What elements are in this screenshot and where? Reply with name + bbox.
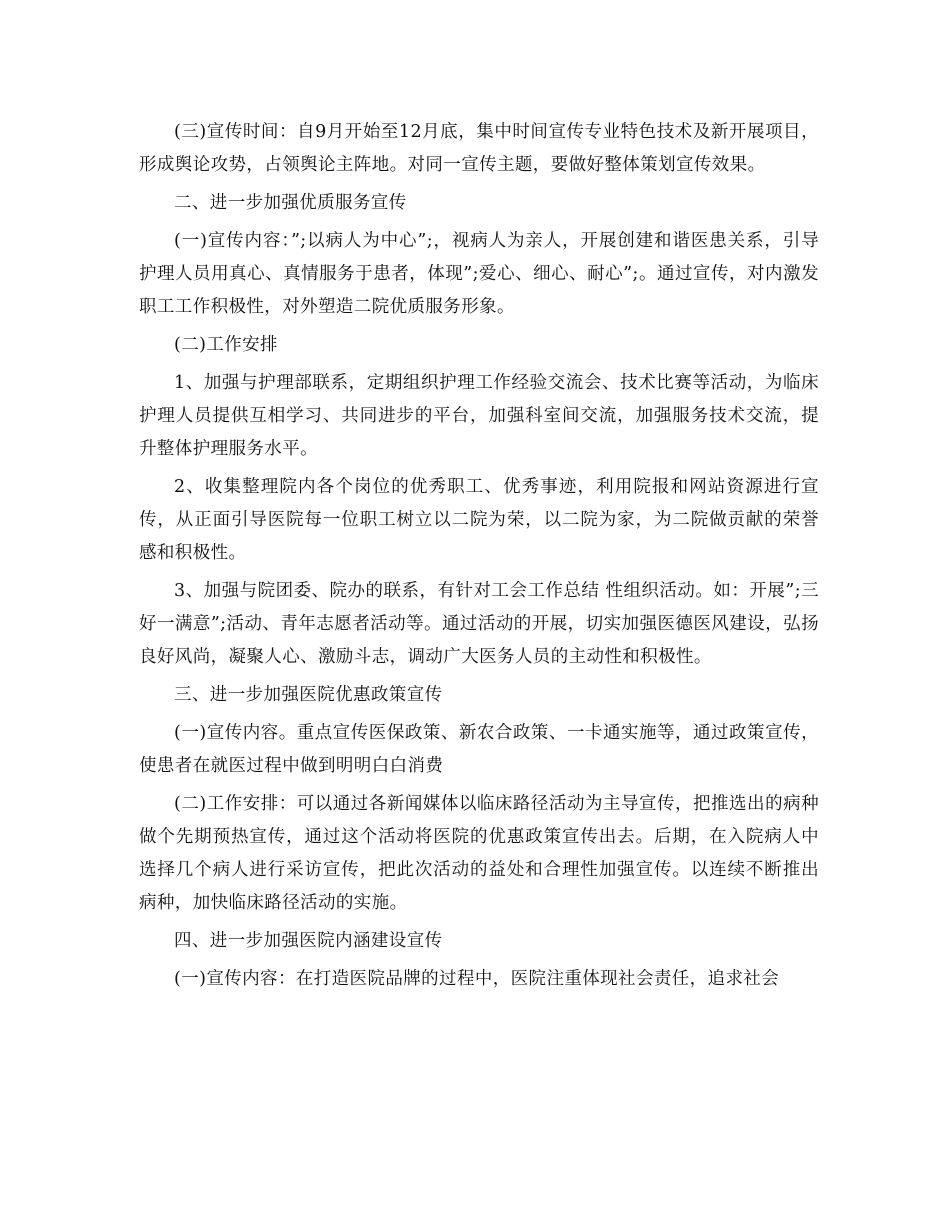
heading-preferential-policy: 三、进一步加强医院优惠政策宣传: [174, 685, 443, 705]
heading-connotation-building: 四、进一步加强医院内涵建设宣传: [174, 931, 443, 951]
paragraph-nursing-liaison: 1、加强与护理部联系，定期组织护理工作经验交流会、技术比赛等活动，为临床护理人员提供互相学习、共同进步的平台，加强科室间交流，加强服务技术交流，提升整体护理服务水平。: [139, 373, 819, 459]
paragraph-brand-content: (一)宣传内容：在打造医院品牌的过程中，医院注重体现社会责任，追求社会: [174, 969, 780, 989]
paragraph-policy-arrangement: (二)工作安排：可以通过各新闻媒体以临床路径活动为主导宣传，把推选出的病种做个先期预热宣传，通过这个活动将医院的优惠政策宣传出去。后期，在入院病人中选择几个病人进行采访宣传，把此次活动的益处和合理性加强宣传。以连续不断推出病种，加快临床路径活动的实施。: [139, 794, 819, 913]
document-body: [139, 116, 819, 996]
paragraph-outstanding-staff: 2、收集整理院内各个岗位的优秀职工、优秀事迹，利用院报和网站资源进行宣传，从正面引导医院每一位职工树立以二院为荣，以二院为家，为二院做贡献的荣誉感和积极性。: [139, 477, 819, 563]
paragraph-publicity-time: (三)宣传时间：自9月开始至12月底，集中时间宣传专业特色技术及新开展项目，形成舆论攻势，占领舆论主阵地。对同一宣传主题，要做好整体策划宣传效果。: [139, 122, 819, 175]
paragraph-policy-content: (一)宣传内容。重点宣传医保政策、新农合政策、一卡通实施等，通过政策宣传，使患者在就医过程中做到明明白白消费: [139, 723, 819, 776]
heading-quality-service: 二、进一步加强优质服务宣传: [174, 193, 407, 213]
paragraph-youth-league: 3、加强与院团委、院办的联系，有针对工会工作总结 性组织活动。如：开展”;三好一满意”;活动、青年志愿者活动等。通过活动的开展，切实加强医德医风建设，弘扬良好风尚，凝聚人心、激励斗志，调动广大医务人员的主动性和积极性。: [139, 581, 819, 667]
paragraph-service-content: (一)宣传内容：”;以病人为中心”;，视病人为亲人，开展创建和谐医患关系，引导护理人员用真心、真情服务于患者，体现”;爱心、细心、耐心”;。通过宣传，对内激发职工工作积极性，对外塑造二院优质服务形象。: [139, 231, 819, 317]
heading-work-arrangement: (二)工作安排: [174, 335, 278, 355]
